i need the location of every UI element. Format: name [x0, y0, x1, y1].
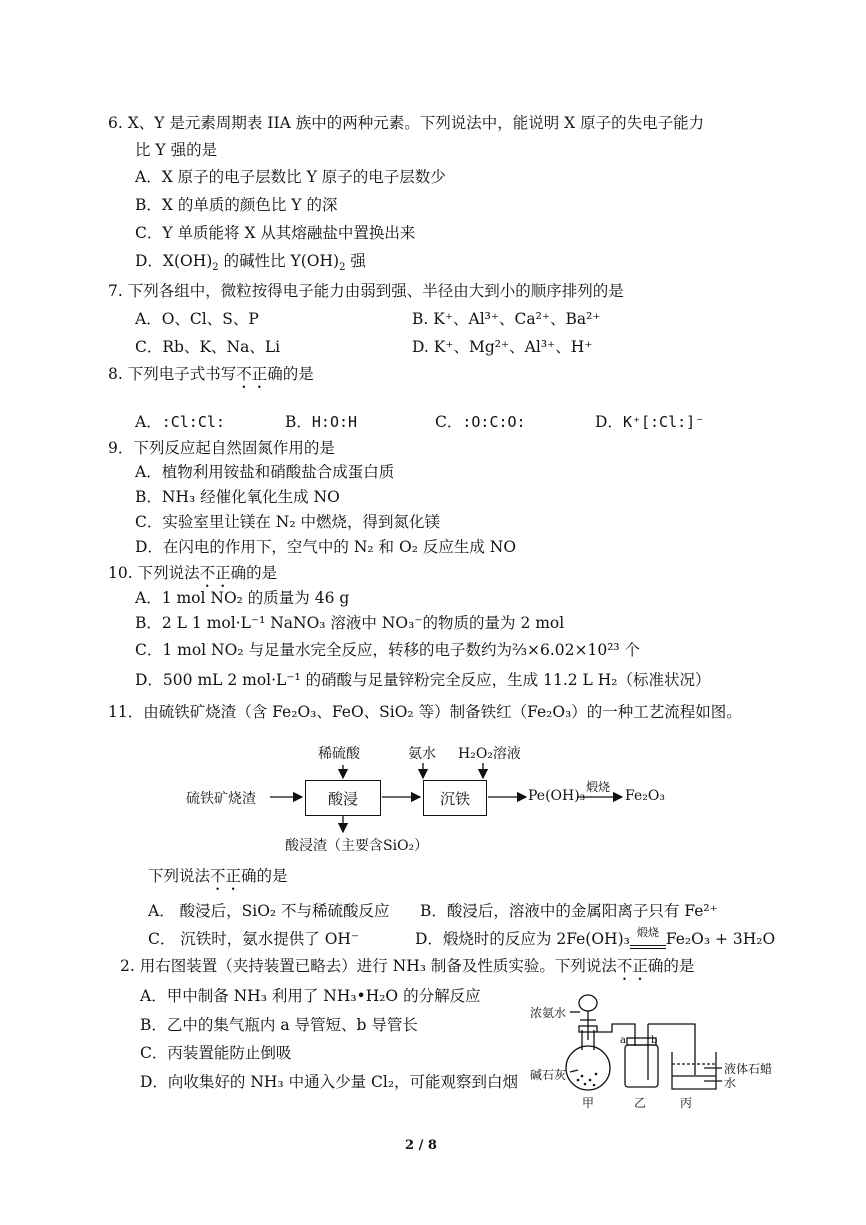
q12-option-d: D．向收集好的 NH₃ 中通入少量 Cl₂，可能观察到白烟: [140, 1073, 519, 1091]
label-yi: 乙: [634, 1096, 647, 1110]
label-liquid-paraffin: 液体石蜡: [724, 1062, 773, 1076]
q9-stem: 9．下列反应起自然固氮作用的是: [108, 439, 335, 457]
flow-box-acid-leach: 酸浸: [305, 780, 381, 816]
q10-option-b: B．2 L 1 mol·L⁻¹ NaNO₃ 溶液中 NO₃⁻的物质的量为 2 mol: [135, 614, 565, 632]
label-tube-a: a: [620, 1035, 626, 1046]
q7-option-a: A．O、Cl、S、P: [135, 310, 259, 328]
q6-option-b: B．X 的单质的颜色比 Y 的深: [135, 196, 338, 214]
flow-box-iron-precipitation: 沉铁: [423, 780, 487, 816]
q10-option-c: C．1 mol NO₂ 与足量水完全反应，转移的电子数约为⅔×6.02×10²³ 个: [135, 641, 641, 659]
q12-option-a: A．甲中制备 NH₃ 利用了 NH₃•H₂O 的分解反应: [140, 987, 481, 1005]
q9-option-c: C．实验室里让镁在 N₂ 中燃烧，得到氮化镁: [135, 513, 440, 531]
q12-stem: 2. 用右图装置（夹持装置已略去）进行 NH₃ 制备及性质实验。下列说法不正确的是: [120, 957, 695, 975]
flow-reagent-ammonia: 氨水: [408, 746, 436, 762]
q8-option-b: B．H:O:H: [285, 413, 358, 431]
q11-option-a: A． 酸浸后，SiO₂ 不与稀硫酸反应: [148, 902, 390, 920]
q7-option-c: C．Rb、K、Na、Li: [135, 338, 281, 356]
q6-option-a: A．X 原子的电子层数比 Y 原子的电子层数少: [135, 168, 446, 186]
q11-sub-stem: 下列说法不正确的是: [148, 867, 288, 885]
label-jia: 甲: [582, 1096, 595, 1110]
label-soda-lime: 碱石灰: [530, 1068, 567, 1082]
electron-formula-c: :O:C:O:: [462, 413, 526, 431]
q6-option-c: C．Y 单质能将 X 从其熔融盐中置换出来: [135, 224, 416, 242]
electron-formula-b: H:O:H: [311, 413, 358, 431]
q11-option-c: C． 沉铁时，氨水提供了 OH⁻: [148, 930, 360, 948]
q6-stem-line1: 6. X、Y 是元素周期表 IIA 族中的两种元素。下列说法中，能说明 X 原子的失电子能力: [108, 114, 705, 132]
q8-option-d: D．K⁺[:Cl:]⁻: [595, 413, 705, 431]
q11-stem: 11．由硫铁矿烧渣（含 Fe₂O₃、FeO、SiO₂ 等）制备铁红（Fe₂O₃）的一种工艺流程如图。: [108, 703, 742, 721]
flow-residue-label: 酸浸渣（主要含SiO₂）: [285, 838, 429, 854]
label-tube-b: b: [651, 1035, 658, 1046]
label-bing: 丙: [680, 1096, 693, 1110]
flow-product-hydroxide: Pe(OH)₃: [528, 788, 586, 804]
q12-option-c: C．丙装置能防止倒吸: [140, 1044, 292, 1062]
label-conc-ammonia: 浓氨水: [530, 1006, 567, 1020]
q6-option-d: D．$X(OH)_2$ 的碱性比 $Y(OH)_2$ 强: [135, 252, 366, 274]
q11-option-b: B．酸浸后，溶液中的金属阳离子只有 Fe²⁺: [420, 902, 718, 920]
q8-stem: 8. 下列电子式书写不正确的是: [108, 365, 314, 383]
q9-option-b: B．NH₃ 经催化氧化生成 NO: [135, 488, 340, 506]
q8-option-c: C．:O:C:O:: [435, 413, 526, 431]
page-number: 2 / 8: [405, 1138, 437, 1153]
flow-product-oxide: Fe₂O₃: [625, 788, 665, 804]
flow-arrow-calcine-label: 煅烧: [586, 780, 611, 794]
flow-input-label: 硫铁矿烧渣: [186, 791, 256, 807]
label-water: 水: [724, 1076, 737, 1090]
q8-option-a: A．:Cl:Cl:: [135, 413, 225, 431]
q12-option-b: B．乙中的集气瓶内 a 导管短、b 导管长: [140, 1016, 418, 1034]
flow-reagent-h2o2: H₂O₂溶液: [458, 746, 521, 762]
q7-stem: 7. 下列各组中，微粒按得电子能力由弱到强、半径由大到小的顺序排列的是: [108, 282, 624, 300]
q10-stem: 10. 下列说法不正确的是: [108, 564, 278, 582]
q7-option-b: B. K⁺、Al³⁺、Ca²⁺、Ba²⁺: [412, 310, 601, 328]
q9-option-a: A．植物利用铵盐和硝酸盐合成蛋白质: [135, 463, 395, 481]
q11-option-d: D．煅烧时的反应为 2Fe(OH)₃ 煅烧 Fe₂O₃ + 3H₂O: [415, 926, 776, 948]
electron-formula-d: K⁺[:Cl:]⁻: [622, 413, 705, 431]
q7-option-d: D. K⁺、Mg²⁺、Al³⁺、H⁺: [412, 338, 593, 356]
calcine-arrow: 煅烧: [630, 937, 666, 949]
q10-option-d: D．500 mL 2 mol·L⁻¹ 的硝酸与足量锌粉完全反应，生成 11.2 L H₂（标准状况）: [135, 671, 711, 689]
q10-option-a: A．1 mol NO₂ 的质量为 46 g: [135, 589, 350, 607]
q9-option-d: D．在闪电的作用下，空气中的 N₂ 和 O₂ 反应生成 NO: [135, 538, 517, 556]
q6-stem-line2: 比 Y 强的是: [135, 141, 218, 159]
electron-formula-a: :Cl:Cl:: [161, 413, 225, 431]
flow-reagent-sulfuric-acid: 稀硫酸: [318, 746, 360, 762]
